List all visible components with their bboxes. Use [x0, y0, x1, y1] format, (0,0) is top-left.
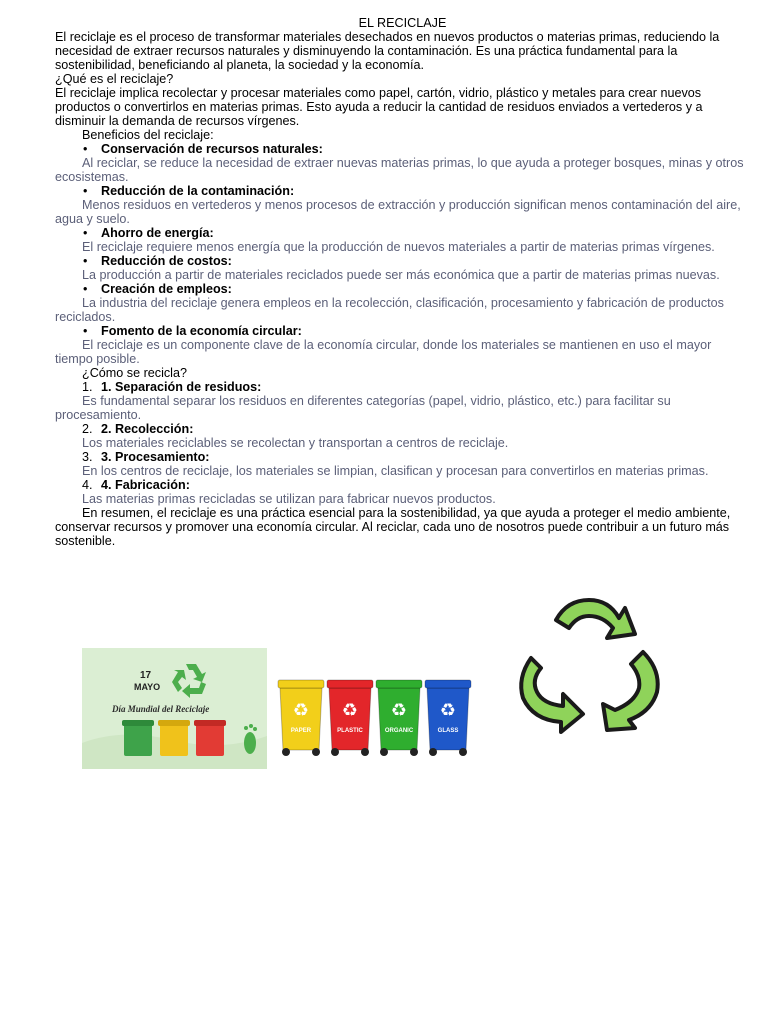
recycling-bins-image — [276, 660, 476, 760]
document-page — [55, 16, 750, 548]
document-title: EL RECICLAJE — [358, 16, 447, 30]
bin-recycle-icon: ♻ — [390, 700, 408, 721]
benefits-title: Beneficios del reciclaje: — [82, 128, 214, 142]
step-heading: 1. 1. Separación de residuos: — [82, 380, 262, 394]
steps-list — [55, 380, 750, 506]
bin-paper — [278, 680, 324, 756]
benefit-text: La producción a partir de materiales reciclados puede ser más económica que a partir de materias primas nuevas. — [82, 268, 720, 282]
step-heading: 3. 3. Procesamiento: — [82, 450, 210, 464]
benefit-heading: • Fomento de la economía circular: — [83, 324, 302, 338]
benefit-text: Al reciclar, se reduce la necesidad de extraer nuevas materias primas, lo que ayuda a proteger bosques, minas y otros ecosistemas. — [55, 156, 744, 184]
benefit-heading: • Creación de empleos: — [83, 282, 232, 296]
bin-glass — [425, 680, 471, 756]
bin-label: ORGANIC — [384, 728, 414, 734]
recycle-symbol-icon — [511, 596, 667, 736]
poster-day: 17 — [140, 670, 152, 681]
benefit-heading: • Reducción de costos: — [83, 254, 232, 268]
step-heading: 4. 4. Fabricación: — [82, 478, 190, 492]
step-text: En los centros de reciclaje, los materiales se limpian, clasifican y procesan para convertirlos en materias primas. — [82, 464, 709, 478]
benefit-heading: • Ahorro de energía: — [83, 226, 214, 240]
recycling-day-poster — [82, 648, 267, 769]
bin-recycle-icon: ♻ — [439, 700, 457, 721]
question-what: ¿Qué es el reciclaje? — [55, 72, 174, 86]
bin-label: PAPER — [290, 728, 312, 734]
poster-bin-green — [122, 720, 154, 756]
benefit-text: Menos residuos en vertederos y menos procesos de extracción y producción significan menos contaminación del aire, agua y suelo. — [55, 198, 741, 226]
bin-label: PLASTIC — [337, 728, 363, 734]
benefit-heading: • Reducción de la contaminación: — [83, 184, 295, 198]
bin-recycle-icon: ♻ — [292, 700, 310, 721]
poster-bin-red — [194, 720, 226, 756]
bin-organic — [376, 680, 422, 756]
poster-bin-yellow — [158, 720, 190, 756]
benefit-heading: • Conservación de recursos naturales: — [83, 142, 323, 156]
step-heading: 2. 2. Recolección: — [82, 422, 194, 436]
poster-month: MAYO — [134, 682, 161, 692]
how-title: ¿Cómo se recicla? — [82, 366, 187, 380]
benefit-text: La industria del reciclaje genera empleos en la recolección, clasificación, procesamiento y fabricación de productos reciclados. — [55, 296, 724, 324]
intro-paragraph: El reciclaje es el proceso de transformar materiales desechados en nuevos productos o materias primas, reduciendo la necesidad de extraer recursos naturales y disminuyendo la contaminación. Es una práctica fundamental para la sostenibilidad, beneficiando al planeta, la sociedad y la economía. — [55, 30, 720, 72]
benefit-text: El reciclaje requiere menos energía que la producción de nuevos materiales a partir de materias primas vírgenes. — [82, 240, 715, 254]
bin-label: GLASS — [437, 728, 459, 734]
benefit-text: El reciclaje es un componente clave de la economía circular, donde los materiales se mantienen en uso el mayor tiempo posible. — [55, 338, 712, 366]
conclusion-paragraph: En resumen, el reciclaje es una práctica esencial para la sostenibilidad, ya que ayuda a proteger el medio ambiente, conservar recursos y promover una economía circular. Al reciclar, cada uno de nosotros puede contribuir a un futuro más sostenible. — [55, 506, 731, 548]
step-text: Los materiales reciclables se recolectan y transportan a centros de reciclaje. — [82, 436, 509, 450]
bin-plastic — [327, 680, 373, 756]
bin-recycle-icon: ♻ — [341, 700, 359, 721]
step-text: Las materias primas recicladas se utilizan para fabricar nuevos productos. — [82, 492, 496, 506]
benefits-list — [55, 142, 750, 366]
step-text: Es fundamental separar los residuos en diferentes categorías (papel, vidrio, plástico, etc.) para facilitar su procesamiento. — [55, 394, 671, 422]
poster-caption: Día Mundial del Reciclaje — [112, 704, 210, 714]
what-paragraph: El reciclaje implica recolectar y procesar materiales como papel, cartón, vidrio, plástico y metales para crear nuevos productos o convertirlos en materias primas. Esto ayuda a reducir la cantidad de residuos enviados a vertederos y a disminuir la demanda de recursos vírgenes. — [55, 86, 703, 128]
